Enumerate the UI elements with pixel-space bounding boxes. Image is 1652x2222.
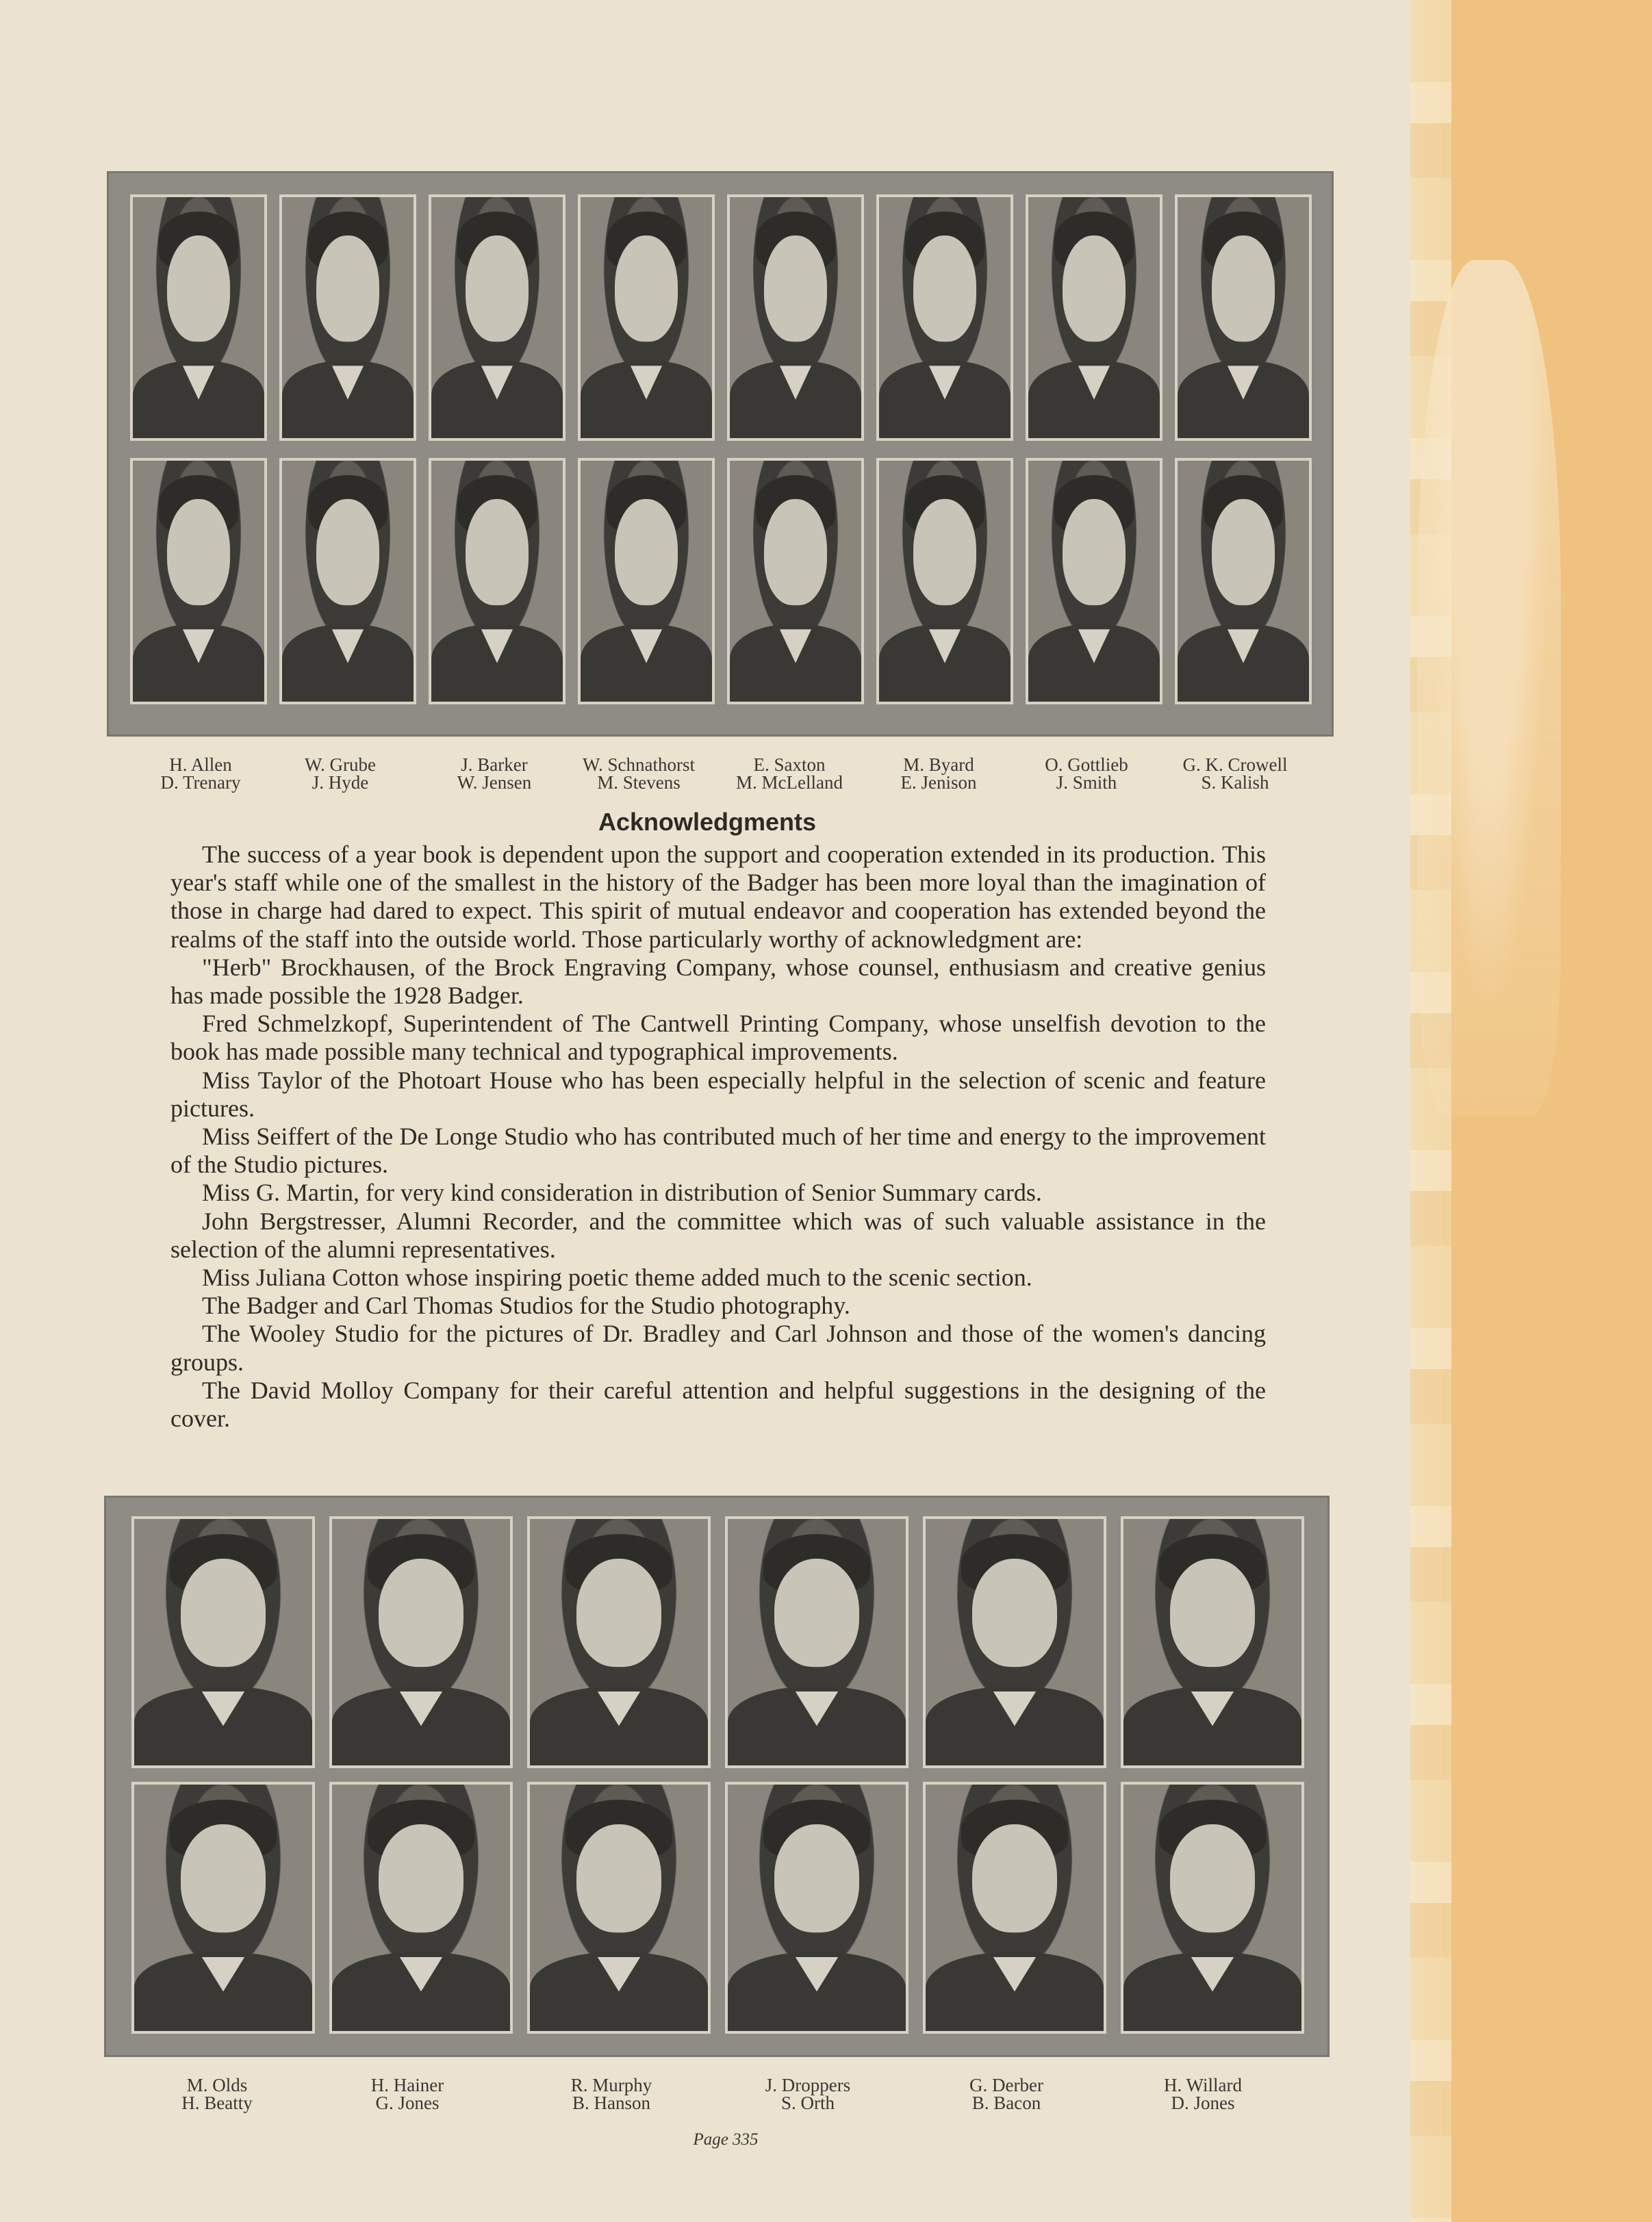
portrait-face bbox=[972, 1559, 1058, 1667]
caption-name: B. Bacon bbox=[971, 2093, 1041, 2113]
portrait-photo bbox=[527, 1516, 711, 1768]
portrait-photo bbox=[876, 194, 1013, 441]
acknowledgment-paragraph: Miss Juliana Cotton whose inspiring poetic theme added much to the scenic section. bbox=[202, 1264, 1032, 1292]
portrait-face bbox=[774, 1559, 860, 1667]
caption-name: E. Jenison bbox=[900, 772, 977, 793]
caption-name: G. Derber bbox=[969, 2075, 1043, 2095]
portrait-photo bbox=[578, 194, 715, 441]
caption-name: H. Willard bbox=[1164, 2075, 1242, 2095]
portrait-face bbox=[316, 499, 379, 605]
caption-name: H. Allen bbox=[169, 754, 232, 775]
portrait-face bbox=[764, 235, 827, 342]
portrait-face bbox=[576, 1824, 662, 1932]
portrait-photo bbox=[725, 1782, 908, 2034]
portrait-photo bbox=[876, 458, 1013, 704]
portrait-photo bbox=[727, 194, 864, 441]
caption-name: G. Jones bbox=[375, 2093, 440, 2113]
acknowledgment-paragraph: Miss Seiffert of the De Longe Studio who has contributed much of her time and energy to the improvement of the Studio pictures. bbox=[170, 1123, 1266, 1179]
caption-name: E. Saxton bbox=[753, 754, 826, 775]
portrait-face bbox=[1063, 499, 1126, 605]
portrait-face bbox=[972, 1824, 1058, 1932]
portrait-face bbox=[466, 235, 529, 342]
caption-name: J. Smith bbox=[1056, 772, 1117, 793]
portrait-photo bbox=[725, 1516, 908, 1768]
caption-name: J. Barker bbox=[461, 754, 528, 775]
caption-name: O. Gottlieb bbox=[1045, 754, 1128, 775]
portrait-face bbox=[181, 1824, 266, 1932]
portrait-photo bbox=[130, 194, 267, 441]
caption-name: W. Schnathorst bbox=[583, 754, 695, 775]
acknowledgments-body bbox=[170, 841, 1266, 1433]
caption-name: B. Hanson bbox=[572, 2093, 650, 2113]
top-portrait-panel bbox=[107, 171, 1334, 737]
portrait-face bbox=[1212, 499, 1275, 605]
portrait-photo bbox=[1026, 194, 1162, 441]
portrait-photo bbox=[131, 1516, 315, 1768]
acknowledgment-paragraph: John Bergstresser, Alumni Recorder, and the committee which was of such valuable assistance in the selection of the alumni representatives. bbox=[170, 1207, 1266, 1263]
portrait-face bbox=[774, 1824, 860, 1932]
caption-name: J. Droppers bbox=[765, 2075, 851, 2095]
portrait-face bbox=[316, 235, 379, 342]
portrait-face bbox=[1212, 235, 1275, 342]
caption-name: W. Grube bbox=[305, 754, 376, 775]
caption-name: W. Jensen bbox=[457, 772, 532, 793]
acknowledgment-paragraph: Miss Taylor of the Photoart House who has been especially helpful in the selection of scenic and feature pictures. bbox=[170, 1066, 1266, 1122]
portrait-face bbox=[615, 499, 678, 605]
portrait-photo bbox=[1175, 458, 1312, 704]
portrait-photo bbox=[329, 1516, 513, 1768]
portrait-photo bbox=[727, 458, 864, 704]
caption-name: M. Stevens bbox=[597, 772, 681, 793]
portrait-photo bbox=[1175, 194, 1312, 441]
portrait-photo bbox=[279, 194, 416, 441]
caption-name: H. Beatty bbox=[181, 2093, 253, 2113]
caption-name: D. Jones bbox=[1171, 2093, 1235, 2113]
portrait-face bbox=[913, 235, 976, 342]
caption-name: M. McLelland bbox=[736, 772, 843, 793]
portrait-face bbox=[379, 1824, 464, 1932]
portrait-face bbox=[1170, 1559, 1256, 1667]
portrait-face bbox=[466, 499, 529, 605]
acknowledgment-paragraph: Fred Schmelzkopf, Superintendent of The Cantwell Printing Company, whose unselfish devotion to the book has made possible many technical and typographical improvements. bbox=[170, 1010, 1266, 1066]
acknowledgment-paragraph: The Badger and Carl Thomas Studios for the Studio photography. bbox=[202, 1292, 850, 1320]
caption-name: J. Hyde bbox=[312, 772, 369, 793]
portrait-face bbox=[615, 235, 678, 342]
portrait-photo bbox=[130, 458, 267, 704]
portrait-photo bbox=[131, 1782, 315, 2034]
caption-name: D. Trenary bbox=[160, 772, 241, 793]
portrait-face bbox=[181, 1559, 266, 1667]
portrait-photo bbox=[1121, 1516, 1304, 1768]
caption-name: R. Murphy bbox=[570, 2075, 652, 2095]
acknowledgment-paragraph: "Herb" Brockhausen, of the Brock Engraving Company, whose counsel, enthusiasm and creative genius has made possible the 1928 Badger. bbox=[170, 953, 1266, 1010]
portrait-photo bbox=[1026, 458, 1162, 704]
margin-ornament-illustration bbox=[1417, 260, 1561, 1116]
caption-name: M. Olds bbox=[186, 2075, 248, 2095]
acknowledgments-heading: Acknowledgments bbox=[598, 808, 817, 836]
portrait-photo bbox=[1121, 1782, 1304, 2034]
caption-name: H. Hainer bbox=[370, 2075, 444, 2095]
portrait-photo bbox=[279, 458, 416, 704]
portrait-photo bbox=[329, 1782, 513, 2034]
portrait-face bbox=[764, 499, 827, 605]
portrait-face bbox=[1170, 1824, 1256, 1932]
acknowledgment-paragraph: The success of a year book is dependent upon the support and cooperation extended in its production. This year's staff while one of the smallest in the history of the Badger has been more loyal than the imagination of those in charge had dared to expect. This spirit of mutual endeavor and cooperation has extended beyond the realms of the staff into the outside world. Those particularly worthy of acknowledgment are: bbox=[170, 841, 1266, 953]
portrait-face bbox=[576, 1559, 662, 1667]
acknowledgment-paragraph: The Wooley Studio for the pictures of Dr. Bradley and Carl Johnson and those of the women's dancing groups. bbox=[170, 1320, 1266, 1376]
acknowledgment-paragraph: The David Molloy Company for their careful attention and helpful suggestions in the designing of the cover. bbox=[170, 1376, 1266, 1433]
caption-name: S. Orth bbox=[780, 2093, 835, 2113]
portrait-photo bbox=[578, 458, 715, 704]
acknowledgment-paragraph: Miss G. Martin, for very kind consideration in distribution of Senior Summary cards. bbox=[202, 1179, 1042, 1207]
page-number: Page 335 bbox=[693, 2130, 759, 2149]
bottom-portrait-panel bbox=[104, 1496, 1330, 2057]
portrait-face bbox=[379, 1559, 464, 1667]
portrait-photo bbox=[429, 194, 566, 441]
portrait-face bbox=[167, 235, 230, 342]
caption-name: M. Byard bbox=[903, 754, 974, 775]
portrait-photo bbox=[527, 1782, 711, 2034]
caption-name: G. K. Crowell bbox=[1182, 754, 1288, 775]
portrait-photo bbox=[923, 1516, 1106, 1768]
caption-name: S. Kalish bbox=[1201, 772, 1269, 793]
portrait-face bbox=[913, 499, 976, 605]
portrait-photo bbox=[923, 1782, 1106, 2034]
portrait-face bbox=[167, 499, 230, 605]
portrait-photo bbox=[429, 458, 566, 704]
portrait-face bbox=[1063, 235, 1126, 342]
